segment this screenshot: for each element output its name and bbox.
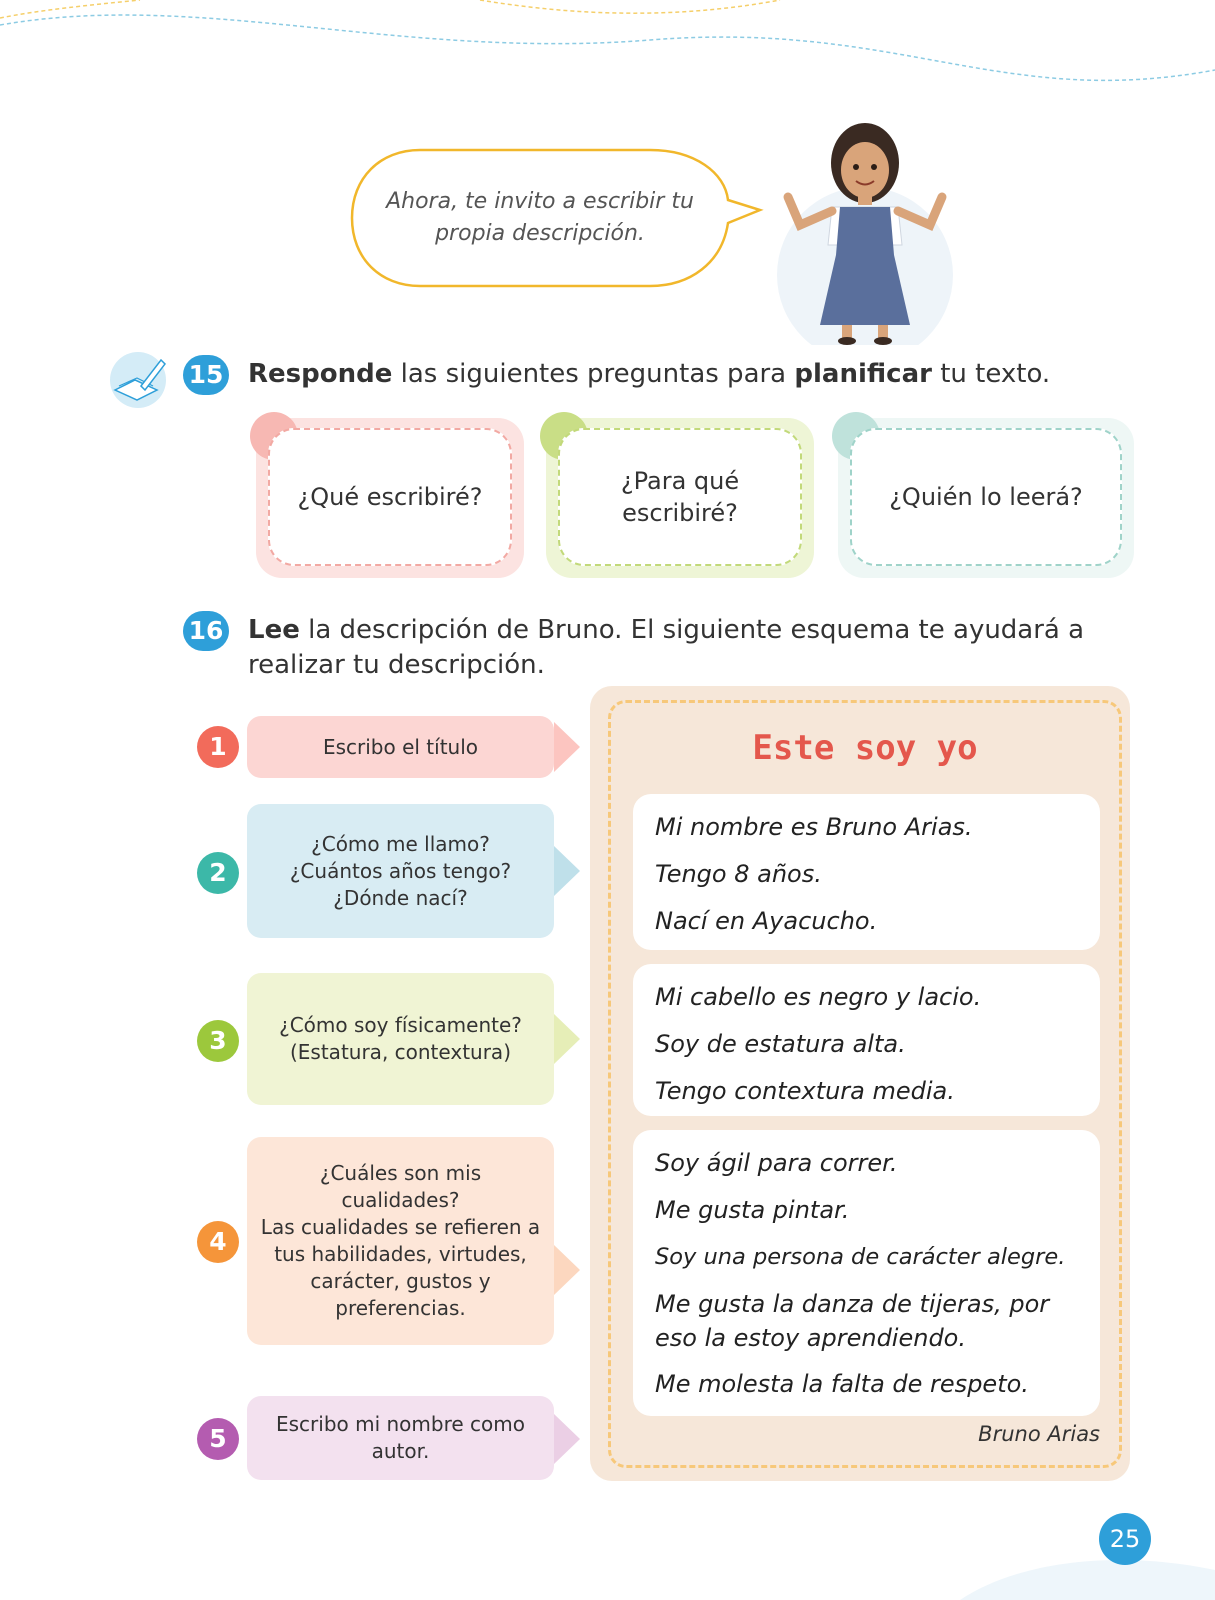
description-box-qualities: [633, 1130, 1100, 1416]
description-line: Me gusta pintar.: [655, 1196, 850, 1224]
decorative-top-waves: [0, 0, 1215, 110]
step-2-number: 2: [197, 852, 239, 894]
step-3-box: ¿Cómo soy físicamente? (Estatura, contextura): [247, 973, 554, 1105]
description-line: Soy una persona de carácter alegre.: [655, 1244, 1066, 1270]
question-why-label: ¿Para qué escribiré?: [558, 428, 802, 566]
step-4-number: 4: [197, 1221, 239, 1263]
speech-bubble: [350, 148, 770, 290]
instruction-text: la descripción de Bruno. El siguiente esquema te ayudará a realizar tu descripción.: [248, 615, 1085, 680]
question-card-who: [838, 418, 1134, 578]
writing-activity-icon: [105, 350, 171, 410]
step-1-number: 1: [197, 726, 239, 768]
step-5-number: 5: [197, 1418, 239, 1460]
question-card-what: [256, 418, 524, 578]
description-line: Soy de estatura alta.: [655, 1030, 906, 1058]
question-who-label: ¿Quién lo leerá?: [850, 428, 1122, 566]
instruction-bold-responde: Responde: [248, 359, 393, 389]
step-3-arrow: [554, 1014, 580, 1064]
description-line: Soy ágil para correr.: [655, 1149, 898, 1177]
description-line: Mi cabello es negro y lacio.: [655, 983, 982, 1011]
question-card-why: [546, 418, 814, 578]
instruction-text: las siguientes preguntas para: [392, 359, 795, 389]
step-3-number: 3: [197, 1020, 239, 1062]
author-signature: Bruno Arias: [978, 1422, 1100, 1446]
step-5-arrow: [554, 1414, 580, 1464]
decorative-bottom-wave: [960, 1550, 1215, 1600]
activity-15-instruction: [248, 357, 1148, 392]
description-box-identity: [633, 794, 1100, 950]
instruction-bold-planificar: planificar: [794, 359, 932, 389]
step-2-box: ¿Cómo me llamo? ¿Cuántos años tengo? ¿Dónde nací?: [247, 804, 554, 938]
step-2-arrow: [554, 846, 580, 896]
description-title: Este soy yo: [752, 728, 978, 768]
description-line: Me gusta la danza de tijeras, por eso la estoy aprendiendo.: [655, 1290, 1050, 1352]
instruction-bold-lee: Lee: [248, 615, 300, 645]
description-line: Tengo contextura media.: [655, 1077, 955, 1105]
description-line: Nací en Ayacucho.: [655, 907, 878, 935]
question-what-label: ¿Qué escribiré?: [268, 428, 512, 566]
bubble-line-1: Ahora, te invito a escribir tu: [386, 189, 694, 214]
activity-number-15: 15: [183, 355, 229, 395]
description-line: Mi nombre es Bruno Arias.: [655, 813, 973, 841]
step-4-box: ¿Cuáles son mis cualidades? Las cualidades se refieren a tus habilidades, virtudes, carácter, gustos y preferencias.: [247, 1137, 554, 1345]
step-1-arrow: [554, 722, 580, 772]
activity-number-16: 16: [183, 611, 229, 651]
step-1-box: Escribo el título: [247, 716, 554, 778]
instruction-text-end: tu texto.: [931, 359, 1051, 389]
step-4-arrow: [554, 1245, 580, 1295]
girl-illustration: [770, 115, 960, 345]
description-box-physical: [633, 964, 1100, 1116]
bubble-line-2: propia descripción.: [435, 221, 645, 246]
page-number: 25: [1099, 1513, 1151, 1565]
activity-16-instruction: [248, 613, 1128, 683]
description-line: Me molesta la falta de respeto.: [655, 1370, 1029, 1398]
description-line: Tengo 8 años.: [655, 860, 822, 888]
step-5-box: Escribo mi nombre como autor.: [247, 1396, 554, 1480]
